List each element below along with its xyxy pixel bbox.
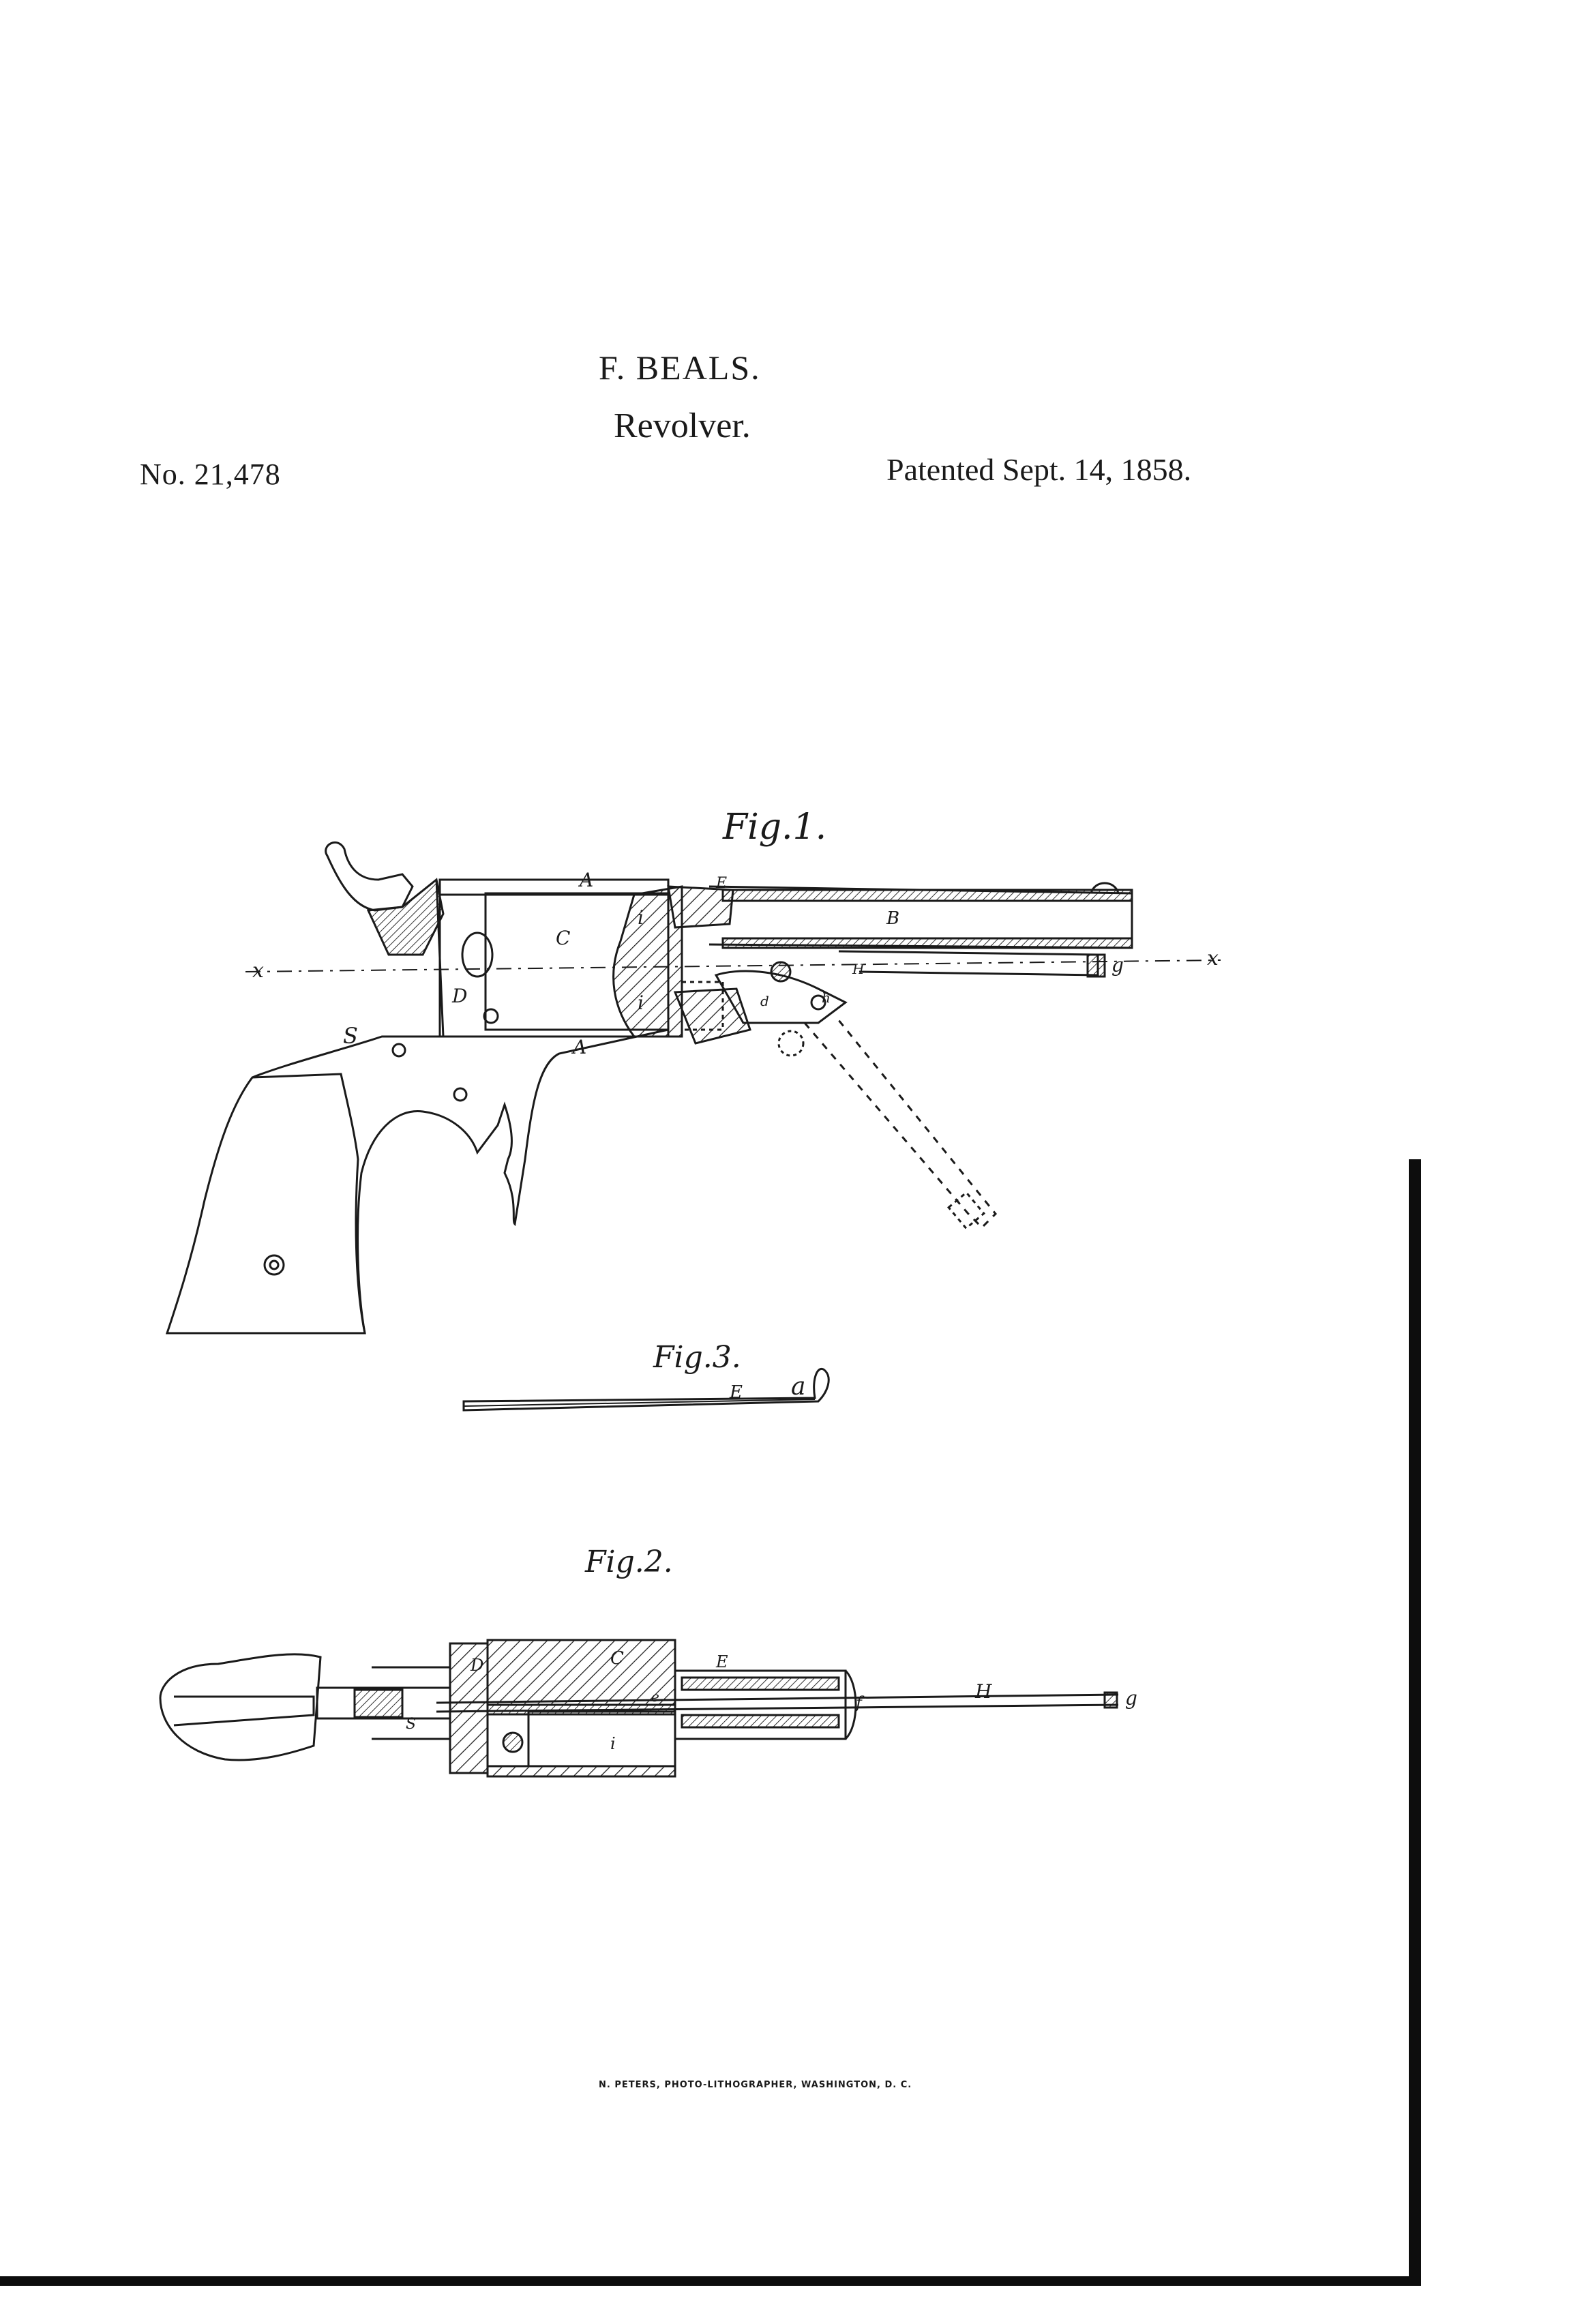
invention-title: Revolver.	[614, 406, 751, 445]
grip-screw-center	[270, 1261, 278, 1269]
grip-screw-icon	[265, 1255, 284, 1275]
fig1-letter-i-lower: i	[638, 992, 644, 1014]
fig2-letter-e-small: e	[651, 1688, 659, 1705]
fig1-letter-d: D	[452, 985, 468, 1007]
pivot-dashed	[779, 1031, 803, 1056]
barrel-section-bottom-hatch	[682, 1715, 839, 1727]
grip-top-view	[160, 1654, 320, 1760]
lithographer-credit: N. PETERS, PHOTO-LITHOGRAPHER, WASHINGTON, D. C.	[599, 2080, 912, 2090]
figure-2	[160, 1545, 1137, 1776]
cylinder-rear-pin	[462, 933, 492, 977]
hammer-neck-shape	[368, 880, 443, 955]
fig2-letter-e: E	[716, 1652, 728, 1671]
frame-pin-1	[393, 1044, 405, 1056]
fig2-letter-g: g	[1125, 1687, 1137, 1710]
section-line-xx	[245, 960, 1221, 972]
fig1-letter-a-top: A	[580, 869, 594, 891]
lever-catch-g	[1088, 955, 1105, 977]
fig1-label: Fig.1.	[723, 807, 827, 848]
fig1-letter-c: C	[556, 927, 571, 949]
fig1-letter-x-right: x	[1207, 947, 1219, 970]
cylinder-pawl	[503, 1733, 522, 1752]
fig2-letter-d: D	[471, 1656, 484, 1675]
fig1-letter-x-left: x	[252, 959, 264, 983]
scan-edge-right	[1409, 1159, 1421, 2284]
fig2-label: Fig.2.	[585, 1545, 673, 1579]
fig3-letter-a: a	[791, 1373, 806, 1401]
barrel-muzzle-curve	[846, 1671, 856, 1739]
fig3-label: Fig.3.	[653, 1340, 741, 1375]
inventor-name: F. BEALS.	[599, 348, 761, 387]
lever-swung-dashed	[805, 1016, 996, 1227]
fig1-letter-a-bottom: A	[573, 1036, 587, 1058]
fig1-letter-e: E	[716, 875, 728, 892]
grip-panel-line	[252, 1074, 365, 1333]
hammer-section-s	[355, 1690, 402, 1717]
patent-date: Patented Sept. 14, 1858.	[886, 452, 1192, 487]
fig1-letter-hsmall: h	[822, 989, 831, 1006]
rod-end-g	[1105, 1693, 1117, 1708]
hammer-shape	[326, 842, 413, 910]
barrel-section-top-hatch	[682, 1678, 839, 1690]
barrel-bottom-hatch	[723, 938, 1132, 948]
chamber-i	[528, 1712, 675, 1766]
fig2-letter-i: i	[610, 1734, 616, 1753]
barrel-top-hatch	[723, 890, 1132, 901]
cylinder-lower-hatch	[488, 1766, 675, 1776]
grip-inner-line	[174, 1697, 314, 1725]
fig1-letter-i-upper: i	[638, 906, 644, 929]
fig2-letter-s: S	[406, 1716, 417, 1733]
fig3-letter-e: E	[730, 1382, 743, 1403]
fig2-letter-f: f	[856, 1693, 862, 1712]
figure-3	[464, 1340, 829, 1410]
fig1-letter-d-small: d	[760, 993, 769, 1009]
frame-pin-2	[454, 1088, 466, 1101]
cylinder-upper-hatch	[488, 1640, 675, 1705]
figure-1	[167, 807, 1221, 1333]
fig2-letter-c: C	[610, 1648, 624, 1669]
ejector-rod-shape	[464, 1369, 829, 1410]
fig1-letter-h: H	[852, 961, 865, 977]
fig1-letter-b: B	[886, 908, 900, 929]
fig1-letter-s: S	[343, 1023, 358, 1049]
fig1-letter-g: g	[1111, 954, 1124, 977]
patent-number: No. 21,478	[140, 458, 281, 491]
fig2-letter-h: H	[975, 1680, 992, 1703]
scan-edge-bottom	[0, 2276, 1421, 2286]
